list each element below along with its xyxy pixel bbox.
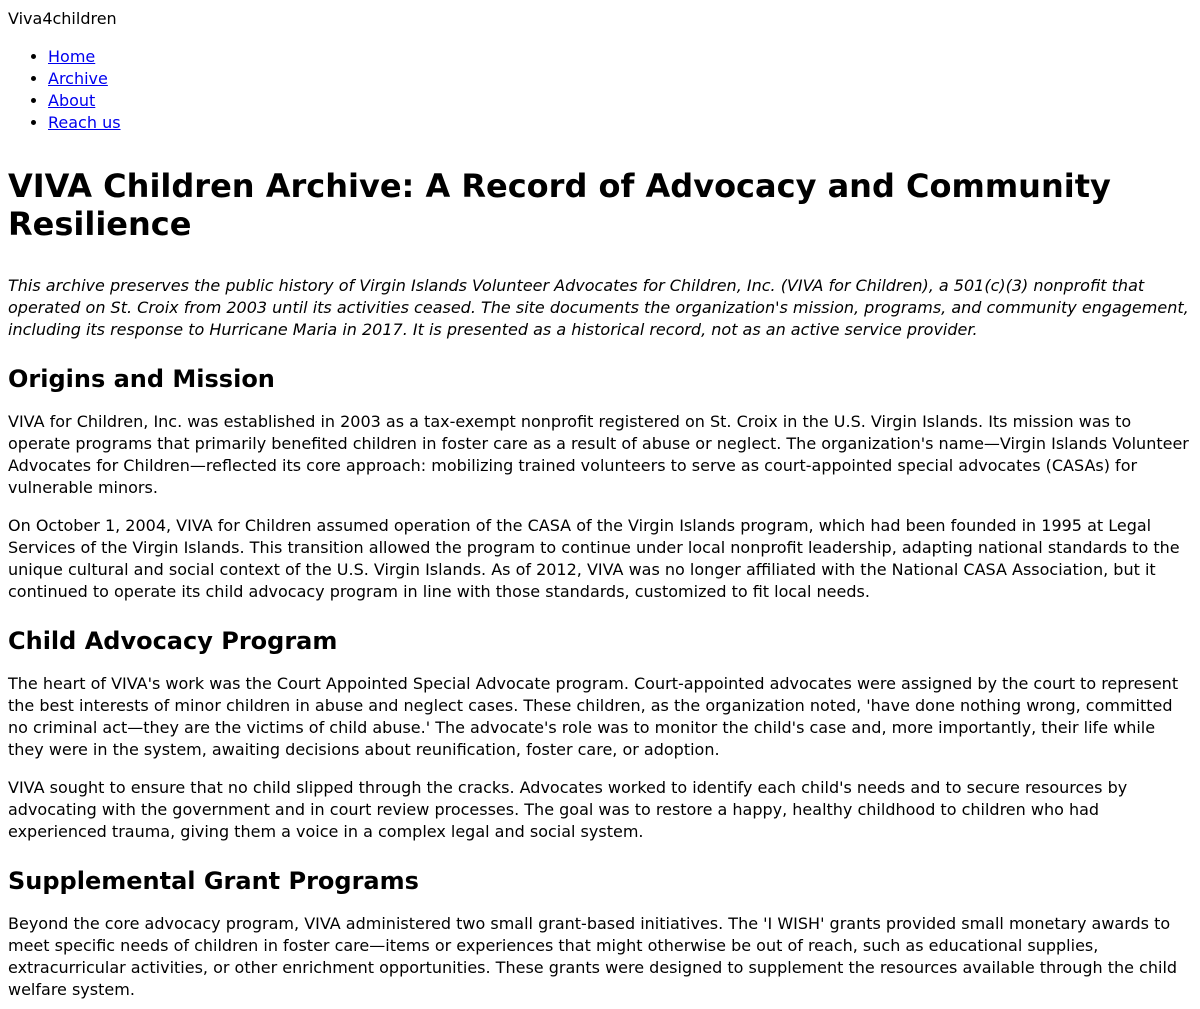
site-header — [8, 8, 1192, 30]
intro-paragraph: This archive preserves the public history of Virgin Islands Volunteer Advocates for Children, Inc. (VIVA for Children), a 501(c)(3) nonprofit that operated on St. Croix from 2003 until its activities ceased. The site documents the organization's mission, programs, and community engagement, including its response to Hurricane Maria in 2017. It is presented as a historical record, not as an active service provider. — [8, 276, 1189, 339]
section-child-advocacy-program — [8, 626, 1192, 843]
main-content — [8, 167, 1192, 1001]
section-origins-and-mission — [8, 364, 1192, 603]
section-paragraph: VIVA for Children, Inc. was established in 2003 as a tax-exempt nonprofit registered on St. Croix in the U.S. Virgin Islands. Its mission was to operate programs that primarily benefited children in foster care as a result of abuse or neglect. The organization's name—Virgin Islands Volunteer Advocates for Children—reflected its core approach: mobilizing trained volunteers to serve as court-appointed special advocates (CASAs) for vulnerable minors. — [8, 412, 1189, 497]
nav-item-home — [48, 46, 1192, 68]
nav-link-about[interactable]: About — [48, 91, 96, 110]
nav-link-reach-us[interactable]: Reach us — [48, 113, 121, 132]
section-paragraph: The heart of VIVA's work was the Court Appointed Special Advocate program. Court-appointed advocates were assigned by the court to represent the best interests of minor children in abuse and neglect cases. These children, as the organization noted, 'have done nothing wrong, committed no criminal act—they are the victims of child abuse.' The advocate's role was to monitor the child's case and, more importantly, their life while they were in the system, awaiting decisions about reunification, foster care, or adoption. — [8, 674, 1179, 759]
section-heading: Supplemental Grant Programs — [8, 867, 419, 895]
section-paragraph: Beyond the core advocacy program, VIVA administered two small grant-based initiatives. The 'I WISH' grants provided small monetary awards to meet specific needs of children in foster care—items or experiences that might otherwise be out of reach, such as educational supplies, extracurricular activities, or other enrichment opportunities. These grants were designed to supplement the resources available through the child welfare system. — [8, 914, 1178, 999]
nav-list — [8, 46, 1192, 134]
section-paragraph: On October 1, 2004, VIVA for Children assumed operation of the CASA of the Virgin Islands program, which had been founded in 1995 at Legal Services of the Virgin Islands. This transition allowed the program to continue under local nonprofit leadership, adapting national standards to the unique cultural and social context of the U.S. Virgin Islands. As of 2012, VIVA was no longer affiliated with the National CASA Association, but it continued to operate its child advocacy program in line with those standards, customized to fit local needs. — [8, 516, 1180, 601]
nav-item-about — [48, 90, 1192, 112]
nav-item-archive — [48, 68, 1192, 90]
main-nav — [8, 46, 1192, 134]
section-supplemental-grant-programs — [8, 866, 1192, 1001]
site-title: Viva4children — [8, 9, 117, 28]
nav-item-reach-us — [48, 112, 1192, 134]
section-heading: Origins and Mission — [8, 365, 275, 393]
nav-link-home[interactable]: Home — [48, 47, 96, 66]
section-paragraph: VIVA sought to ensure that no child slipped through the cracks. Advocates worked to identify each child's needs and to secure resources by advocating with the government and in court review processes. The goal was to restore a happy, healthy childhood to children who had experienced trauma, giving them a voice in a complex legal and social system. — [8, 778, 1128, 841]
section-heading: Child Advocacy Program — [8, 627, 338, 655]
page-title: VIVA Children Archive: A Record of Advocacy and Community Resilience — [8, 167, 1111, 243]
nav-link-archive[interactable]: Archive — [48, 69, 108, 88]
